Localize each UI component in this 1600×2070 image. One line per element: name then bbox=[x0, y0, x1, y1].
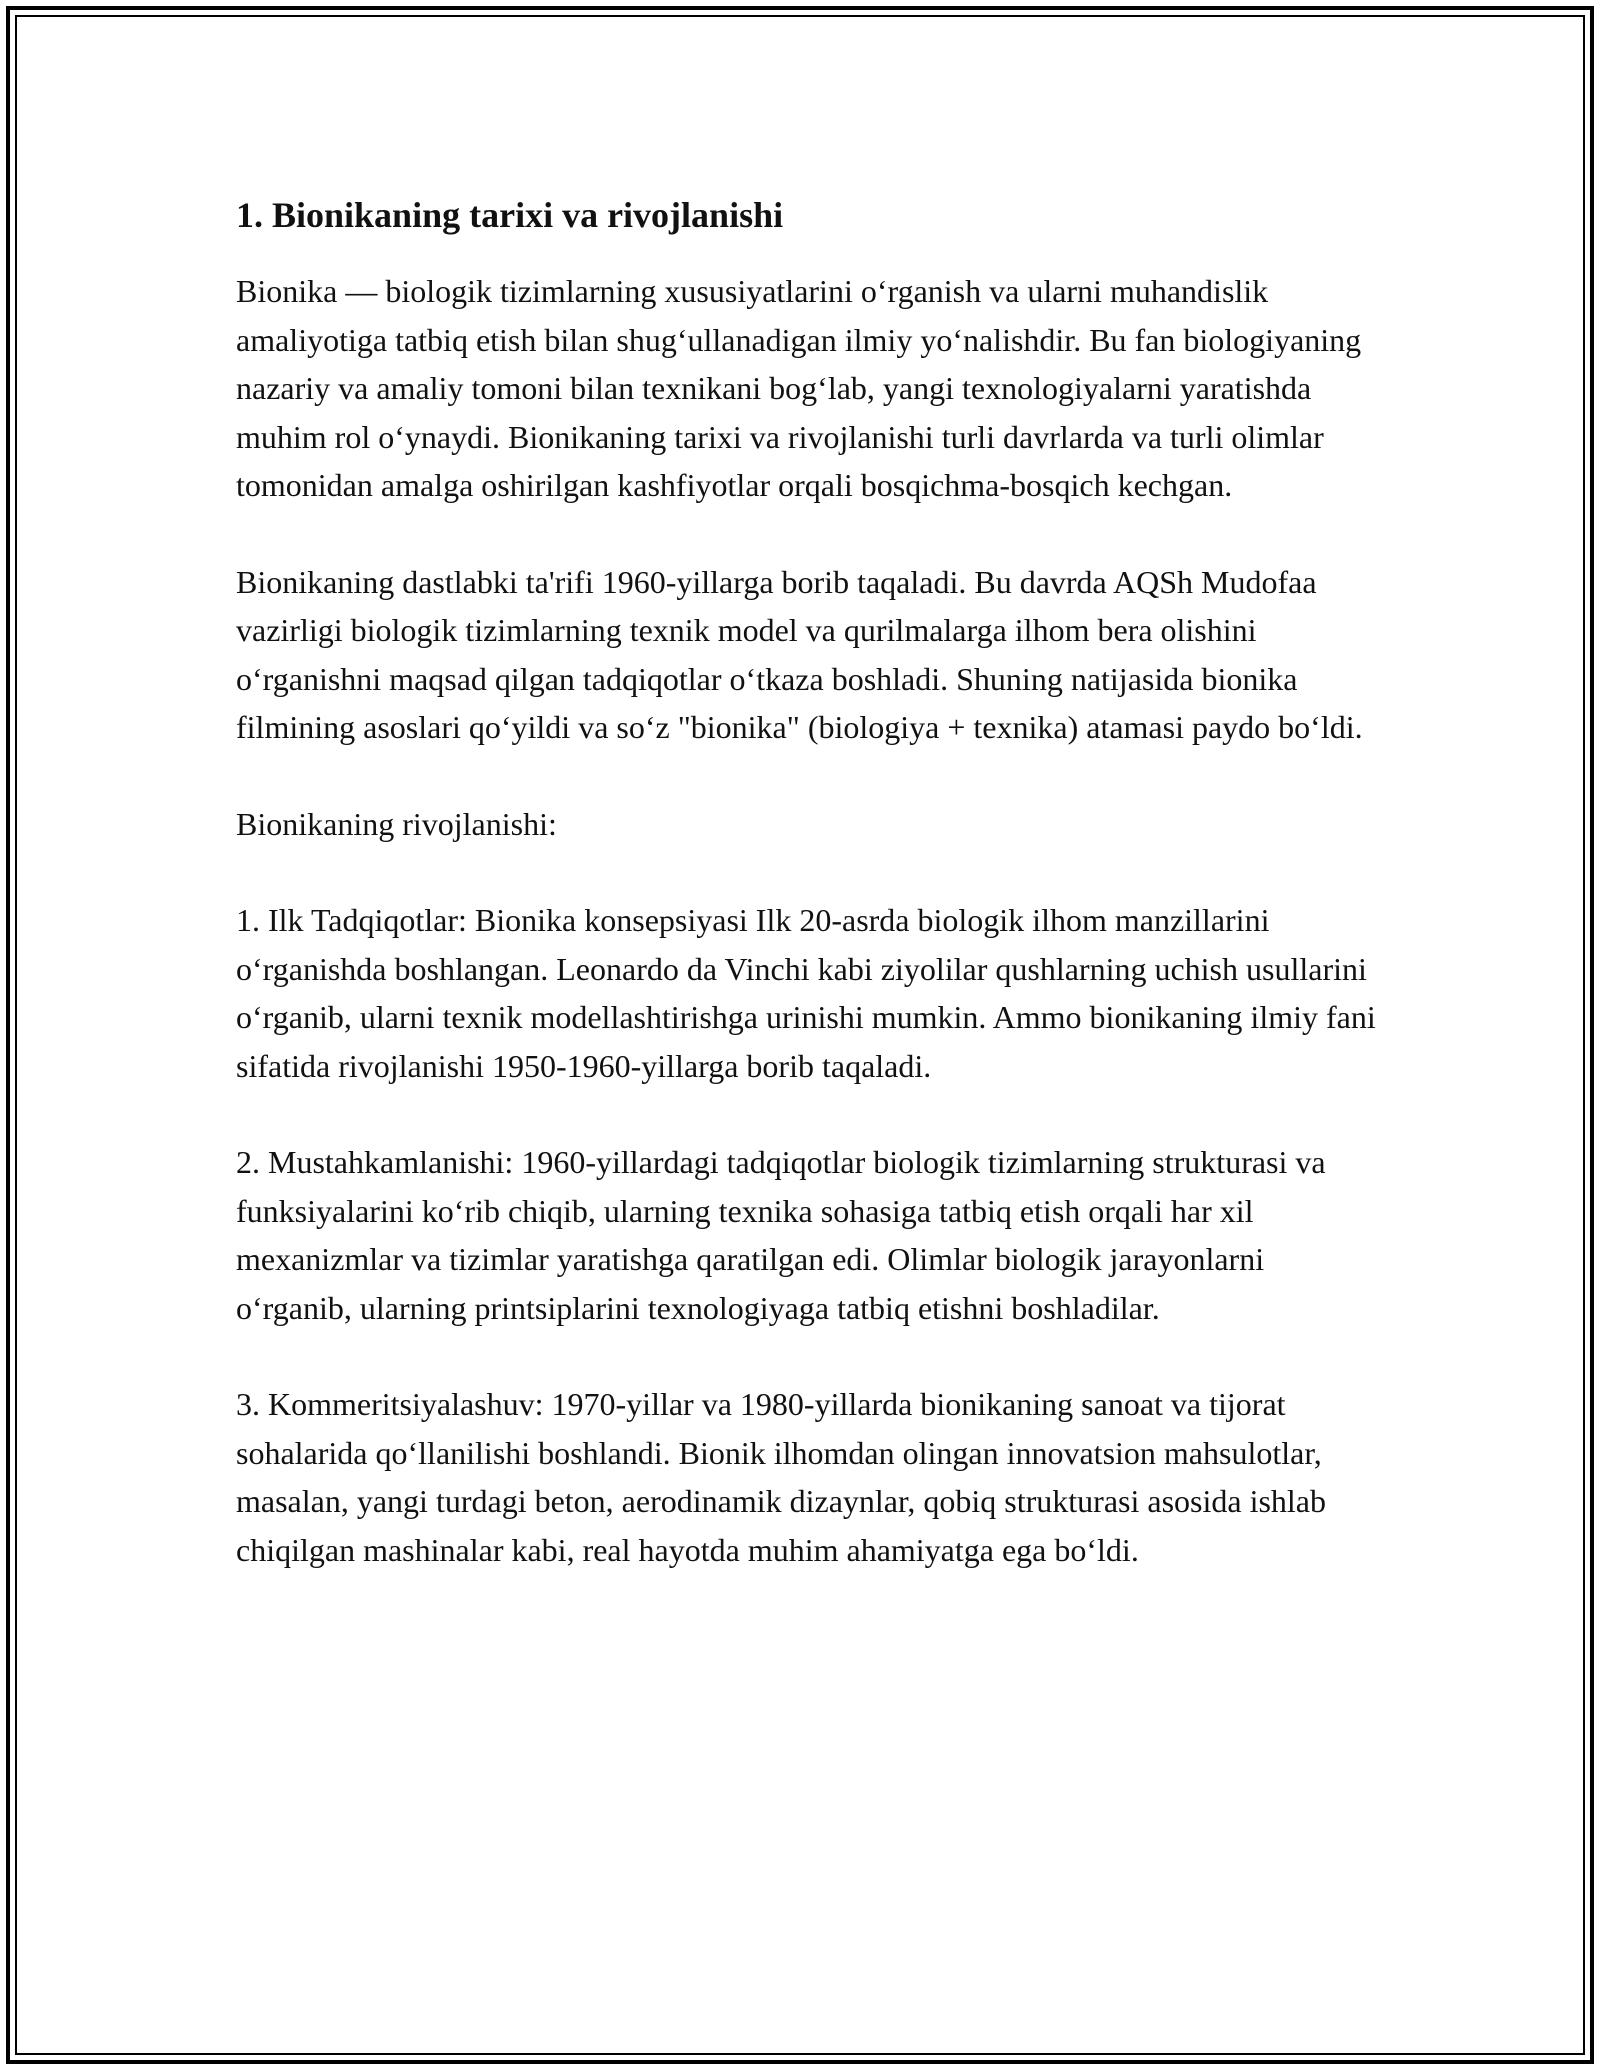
section-heading: 1. Bionikaning tarixi va rivojlanishi bbox=[236, 195, 784, 235]
paragraph-consolidation: 2. Mustahkamlanishi: 1960-yillardagi tadqiqotlar biologik tizimlarning strukturasi va funksiyalarini koʻrib chiqib, ularning texnika sohasiga tatbiq etish orqali har xil mexanizmlar va tizimlar yaratishga qaratilgan edi. Olimlar biologik jarayonlarni oʻrganib, ularning printsiplarini texnologiyaga tatbiq etishni boshladilar. bbox=[236, 1144, 1326, 1326]
paragraph-development-title: Bionikaning rivojlanishi: bbox=[236, 805, 557, 842]
paragraph-intro: Bionika — biologik tizimlarning xususiyatlarini oʻrganish va ularni muhandislik amaliyotiga tatbiq etish bilan shugʻullanadigan ilmiy yoʻnalishdir. Bu fan biologiyaning nazariy va amaliy tomoni bilan texnikani bogʻlab, yangi texnologiyalarni yaratishda muhim rol oʻynaydi. Bionikaning tarixi va rivojlanishi turli davrlarda va turli olimlar tomonidan amalga oshirilgan kashfiyotlar orqali bosqichma-bosqich kechgan. bbox=[236, 273, 1362, 503]
document-body bbox=[236, 185, 1386, 1622]
paragraph-history: Bionikaning dastlabki ta'rifi 1960-yillarga borib taqaladi. Bu davrda AQSh Mudofaa vazirligi biologik tizimlarning texnik model va qurilmalarga ilhom bera olishini oʻrganishni maqsad qilgan tadqiqotlar oʻtkaza boshladi. Shuning natijasida bionika filmining asoslari qoʻyildi va soʻz "bionika" (biologiya + texnika) atamasi paydo boʻldi. bbox=[236, 563, 1363, 745]
paragraph-early-research: 1. Ilk Tadqiqotlar: Bionika konsepsiyasi Ilk 20-asrda biologik ilhom manzillarini oʻrganishda boshlangan. Leonardo da Vinchi kabi ziyolilar qushlarning uchish usullarini oʻrganib, ularni texnik modellashtirishga urinishi mumkin. Ammo bionikaning ilmiy fani sifatida rivojlanishi 1950-1960-yillarga borib taqaladi. bbox=[236, 902, 1376, 1084]
paragraph-commercialization: 3. Kommeritsiyalashuv: 1970-yillar va 1980-yillarda bionikaning sanoat va tijorat sohalarida qoʻllanilishi boshlandi. Bionik ilhomdan olingan innovatsion mahsulotlar, masalan, yangi turdagi beton, aerodinamik dizaynlar, qobiq strukturasi asosida ishlab chiqilgan mashinalar kabi, real hayotda muhim ahamiyatga ega boʻldi. bbox=[236, 1386, 1326, 1568]
